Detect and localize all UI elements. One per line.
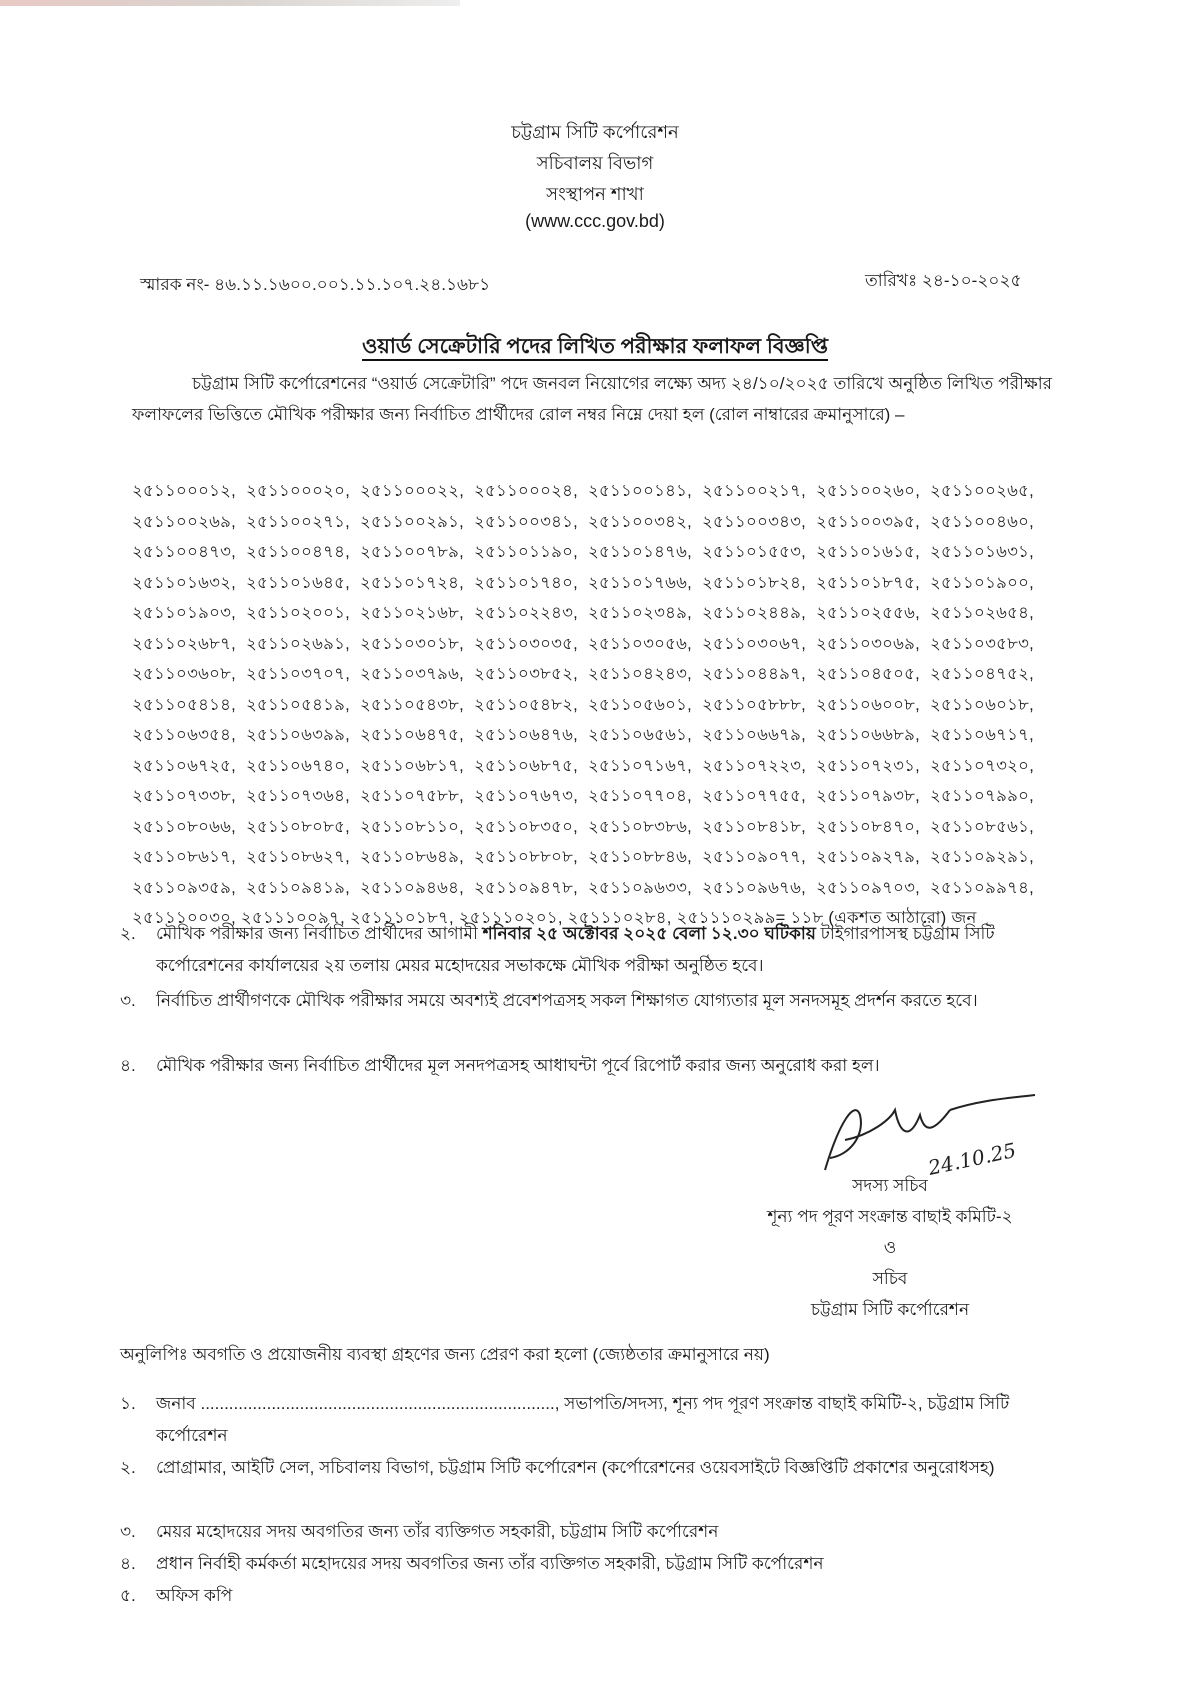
- roll-number: ২৫১১০৯০৭৭,: [702, 848, 807, 866]
- roll-number: ২৫১১০৯৩৫৯,: [132, 878, 237, 897]
- roll-number: ২৫১১০৪৭৫২,: [930, 665, 1035, 683]
- roll-number: ২৫১১০৩৫৮৩,: [930, 634, 1035, 653]
- copy-heading: অনুলিপিঃ অবগতি ও প্রয়োজনীয় ব্যবস্থা গ্রহণের জন্য প্রেরণ করা হলো (জ্যেষ্ঠতার ক্রমানুসারে নয়): [120, 1345, 770, 1364]
- signatory-org: চট্টগ্রাম সিটি কর্পোরেশন: [810, 1300, 970, 1319]
- roll-number: ২৫১১০০০১২,: [132, 482, 237, 500]
- intro-paragraph: চট্টগ্রাম সিটি কর্পোরেশনের “ওয়ার্ড সেক্রেটারি” পদে জনবল নিয়োগের লক্ষ্যে অদ্য ২৪/১০/২০২৫ তারিখে অনুষ্ঠিত লিখিত পরীক্ষার ফলাফলের ভিত্তিতে মৌখিক পরীক্ষার জন্য নির্বাচিত প্রার্থীদের রোল নম্বর নিম্নে দেয়া হল (রোল নাম্বারের ক্রমানুসারে) –: [132, 374, 1052, 424]
- roll-number: ২৫১১০৭৩২০,: [930, 756, 1035, 775]
- item-4: [120, 1050, 1070, 1082]
- roll-row: [132, 570, 1062, 601]
- scan-edge: [0, 0, 460, 6]
- roll-number: ২৫১১০৯৪৬৪,: [360, 878, 465, 897]
- roll-number: ২৫১১০২৬৫৪,: [930, 604, 1035, 622]
- roll-number: ২৫১১০৭৭০৪,: [588, 787, 693, 805]
- roll-number: ২৫১১০৩৭০৭,: [246, 665, 351, 683]
- roll-number: ২৫১১০৩৮৫২,: [474, 665, 579, 683]
- roll-number: ২৫১১০১৬৩২,: [132, 573, 237, 592]
- roll-number: ২৫১১০৩০১৮,: [360, 634, 465, 653]
- roll-number: ২৫১১০৮৮০৮,: [474, 848, 579, 866]
- roll-number: ২৫১১০৫৮৮৮,: [702, 695, 806, 714]
- item-text: জনাব ..........................................................................., সভাপতি/সদস্য, শূন্য পদ পূরণ সংক্রান্ত বাছাই কমিটি-২, চট্টগ্রাম সিটি কর্পোরেশন: [156, 1394, 1010, 1445]
- item-text: মৌখিক পরীক্ষার জন্য নির্বাচিত প্রার্থীদের মূল সনদপত্রসহ আধাঘন্টা পূর্বে রিপোর্ট করার জন্য অনুরোধ করা হল।: [156, 1056, 880, 1075]
- roll-number: ২৫১১০৫৪১৪,: [132, 695, 236, 714]
- roll-row: [132, 844, 1062, 875]
- roll-row-last: ২৫১১১০০৩০, ২৫১১১০০৯৭, ২৫১১১০১৮৭, ২৫১১১০২০১, ২৫১১১০২৮৪, ২৫১১১০২৯৯= ১১৮ (একশত আঠারো) জন: [132, 909, 977, 927]
- roll-number: ২৫১১০৬৭৪০,: [246, 756, 351, 775]
- roll-number: ২৫১১০৬৮৭৫,: [474, 756, 579, 775]
- roll-number: ২৫১১০১১৯০,: [474, 543, 579, 561]
- memo-date: তারিখঃ ২৪-১০-২০২৫: [865, 271, 1022, 290]
- roll-number: ২৫১১০১৬১৫,: [816, 543, 921, 561]
- item-text: প্রোগ্রামার, আইটি সেল, সচিবালয় বিভাগ, চট্টগ্রাম সিটি কর্পোরেশন (কর্পোরেশনের ওয়েবসাইটে বিজ্ঞপ্তিটি প্রকাশের অনুরোধসহ): [156, 1458, 995, 1477]
- roll-row: [132, 753, 1062, 784]
- item-text: [156, 918, 1070, 982]
- roll-number: ২৫১১০৩০৬৭,: [702, 634, 807, 653]
- roll-number: ২৫১১০১৯০০,: [930, 573, 1035, 592]
- header-branch: সংস্থাপন শাখা: [546, 184, 644, 204]
- item-number: ৩.: [120, 1522, 136, 1541]
- roll-number: ২৫১১০০২৯১,: [360, 512, 465, 531]
- roll-number: ২৫১১০৭৬৭৩,: [474, 787, 579, 805]
- item-text-pre: মৌখিক পরীক্ষার জন্য নির্বাচিত প্রার্থীদের আগামী: [156, 924, 483, 943]
- roll-number: ২৫১১০১৪৭৬,: [588, 543, 693, 561]
- roll-row: [132, 783, 1062, 814]
- roll-number: ২৫১১০১৬৩১,: [930, 543, 1035, 561]
- roll-number: ২৫১১০২২৪৩,: [474, 604, 579, 622]
- item-text: অফিস কপি: [156, 1586, 233, 1605]
- item-2: [120, 918, 1070, 982]
- roll-number: ২৫১১০২০০১,: [246, 604, 351, 622]
- signature-date: 24.10.25: [926, 1137, 1019, 1180]
- roll-number: ২৫১১০৬৫৬১,: [588, 726, 693, 744]
- item-text-bold: শনিবার ২৫ অক্টোবর ২০২৫ বেলা ১২.৩০ ঘটিকায়: [482, 924, 816, 943]
- roll-number: ২৫১১০১৭২৪,: [360, 573, 465, 592]
- roll-number: ২৫১১০৯৯৭৪,: [930, 878, 1035, 897]
- roll-number: ২৫১১০৮৩৫০,: [474, 817, 579, 836]
- signatory-secretary: সচিব: [872, 1269, 908, 1288]
- roll-number: ২৫১১০২৫৫৬,: [816, 604, 921, 622]
- roll-number: ২৫১১০৯৬৩৩,: [588, 878, 693, 897]
- roll-number: ২৫১১০৫৬০১,: [588, 695, 693, 714]
- signatory-committee: শূন্য পদ পূরণ সংক্রান্ত বাছাই কমিটি-২: [767, 1207, 1013, 1226]
- item-3: [120, 985, 1070, 1017]
- roll-row: [132, 600, 1062, 631]
- roll-number: ২৫১১০০৩৪৩,: [702, 512, 807, 531]
- roll-number: ২৫১১০২৬৯১,: [246, 634, 351, 653]
- roll-number: ২৫১১০১৫৫৩,: [702, 543, 807, 561]
- roll-number: ২৫১১০৬৩৯৯,: [246, 726, 351, 744]
- roll-number: ২৫১১০০২৭১,: [246, 512, 351, 531]
- roll-number: ২৫১১০১৭৬৬,: [588, 573, 693, 592]
- roll-number: ২৫১১০০০২০,: [246, 482, 351, 500]
- roll-number: ২৫১১০৯৬৭৬,: [702, 878, 807, 897]
- roll-number: ২৫১১০৭১৬৭,: [588, 756, 693, 775]
- roll-number: ২৫১১০০৪৭৩,: [132, 543, 237, 561]
- roll-number: ২৫১১০০৩৪১,: [474, 512, 579, 531]
- roll-number: ২৫১১০২৩৪৯,: [588, 604, 693, 622]
- roll-number: ২৫১১০৯৭০৩,: [816, 878, 921, 897]
- roll-number: ২৫১১০০০২২,: [360, 482, 465, 500]
- signatory-role: সদস্য সচিব: [852, 1176, 928, 1195]
- roll-number: ২৫১১০৮০৬৬,: [132, 817, 237, 836]
- item-text-post: টাইগারপাসস্থ চট্টগ্রাম সিটি কর্পোরেশনের কার্যালয়ের ২য় তলায় মেয়র মহোদয়ের সভাকক্ষে মৌখিক পরীক্ষা অনুষ্ঠিত হবে।: [156, 924, 995, 975]
- roll-number: ২৫১১০০২১৭,: [702, 482, 807, 500]
- roll-number: ২৫১১০৮৪৭০,: [816, 817, 921, 836]
- roll-number: ২৫১১০২৬৮৭,: [132, 634, 237, 653]
- roll-number: ২৫১১০৩০৩৫,: [474, 634, 579, 653]
- roll-number: ২৫১১০৮১১০,: [360, 817, 465, 836]
- memo-ref: স্মারক নং- ৪৬.১১.১৬০০.০০১.১১.১০৭.২৪.১৬৮১: [140, 275, 491, 294]
- roll-number: ২৫১১০৮৩৮৬,: [588, 817, 693, 836]
- roll-number: ২৫১১০৮৫৬১,: [930, 817, 1035, 836]
- roll-number: ২৫১১০৮৬২৭,: [246, 848, 351, 866]
- item-number: ৪.: [120, 1554, 136, 1573]
- roll-number: ২৫১১০৩০৬৯,: [816, 634, 921, 653]
- item-text: নির্বাচিত প্রার্থীগণকে মৌখিক পরীক্ষার সময়ে অবশ্যই প্রবেশপত্রসহ সকল শিক্ষাগত যোগ্যতার মূল সনদসমূহ প্রদর্শন করতে হবে।: [156, 991, 978, 1010]
- roll-number: ২৫১১০৭৩৩৮,: [132, 787, 237, 805]
- roll-number: ২৫১১০৭২২৩,: [702, 756, 807, 775]
- roll-number: ২৫১১০১৬৪৫,: [246, 573, 351, 592]
- item-number: ৪.: [120, 1056, 136, 1075]
- roll-number: ২৫১১০৭৭৫৫,: [702, 787, 807, 805]
- item-number: ৩.: [120, 991, 136, 1010]
- copy-item-4: [120, 1548, 1070, 1580]
- roll-number: ২৫১১০০৭৮৯,: [360, 543, 465, 561]
- roll-number: ২৫১১০৯৪১৯,: [246, 878, 350, 897]
- roll-row: [132, 722, 1062, 753]
- roll-number: ২৫১১০৫৪৩৮,: [360, 695, 465, 714]
- roll-number: ২৫১১০৮০৮৫,: [246, 817, 351, 836]
- roll-number: ২৫১১০০৪৭৪,: [246, 543, 351, 561]
- roll-number: ২৫১১০৮৬১৭,: [132, 848, 237, 866]
- roll-number: ২৫১১০২৪৪৯,: [702, 604, 807, 622]
- roll-number: ২৫১১০৪২৪৩,: [588, 665, 693, 683]
- roll-row: [132, 875, 1062, 906]
- roll-number: ২৫১১০৬৪৭৬,: [474, 726, 579, 744]
- roll-number: ২৫১১০৯২৯১,: [930, 848, 1035, 866]
- roll-number: ২৫১১০১৮২৪,: [702, 573, 807, 592]
- item-text: প্রধান নির্বাহী কর্মকর্তা মহোদয়ের সদয় অবগতির জন্য তাঁর ব্যক্তিগত সহকারী, চট্টগ্রাম সিটি কর্পোরেশন: [156, 1554, 824, 1573]
- roll-number: ২৫১১০০১৪১,: [588, 482, 693, 500]
- roll-number: ২৫১১০৮৬৪৯,: [360, 848, 465, 866]
- roll-number: ২৫১১০৮৮৪৬,: [588, 848, 693, 866]
- roll-number: ২৫১১০৭৯৯০,: [930, 787, 1035, 805]
- roll-list: [132, 478, 1062, 936]
- roll-number: ২৫১১০৩০৫৬,: [588, 634, 693, 653]
- roll-number: ২৫১১০১৯০৩,: [132, 604, 237, 622]
- roll-number: ২৫১১০৪৫০৫,: [816, 665, 921, 683]
- copy-item-1: [120, 1388, 1070, 1452]
- roll-row: [132, 692, 1062, 723]
- roll-number: ২৫১১০০২৬৫,: [930, 482, 1035, 500]
- item-number: ২.: [120, 1458, 136, 1477]
- roll-number: ২৫১১০৬৬৮৯,: [816, 726, 921, 744]
- roll-number: ২৫১১০০২৬০,: [816, 482, 921, 500]
- roll-number: ২৫১১০৩৬০৮,: [132, 665, 237, 683]
- roll-number: ২৫১১০৬৮১৭,: [360, 756, 465, 775]
- roll-number: ২৫১১০৯৪৭৮,: [474, 878, 579, 897]
- signatory-and: ও: [883, 1238, 897, 1257]
- roll-number: ২৫১১০০৩৪২,: [588, 512, 693, 531]
- roll-number: ২৫১১০৪৪৯৭,: [702, 665, 807, 683]
- roll-row: [132, 478, 1062, 509]
- item-number: ৫.: [120, 1586, 136, 1605]
- item-number: ১.: [120, 1394, 136, 1413]
- item-number: ২.: [120, 924, 136, 943]
- roll-number: ২৫১১০৫৪৮২,: [474, 695, 579, 714]
- roll-number: ২৫১১০১৮৭৫,: [816, 573, 921, 592]
- roll-number: ২৫১১০০২৬৯,: [132, 512, 237, 531]
- roll-row: [132, 539, 1062, 570]
- roll-number: ২৫১১০৩৭৯৬,: [360, 665, 465, 683]
- header-website: (www.ccc.gov.bd): [525, 211, 665, 231]
- roll-number: ২৫১১০৬৭১৭,: [930, 726, 1035, 744]
- roll-number: ২৫১১০০৪৬০,: [930, 512, 1035, 531]
- roll-number: ২৫১১০৬৩৫৪,: [132, 726, 237, 744]
- roll-number: ২৫১১০৭২৩১,: [816, 756, 921, 775]
- roll-number: ২৫১১০৬০০৮,: [816, 695, 921, 714]
- roll-number: ২৫১১০৮৪১৮,: [702, 817, 806, 836]
- copy-item-2: [120, 1452, 1070, 1484]
- roll-number: ২৫১১০৭৯৩৮,: [816, 787, 921, 805]
- roll-number: ২৫১১০৭৩৬৪,: [246, 787, 351, 805]
- copy-item-5: [120, 1580, 1070, 1612]
- roll-row: [132, 814, 1062, 845]
- roll-number: ২৫১১০০০২৪,: [474, 482, 579, 500]
- signature-block: [700, 1170, 1080, 1325]
- roll-number: ২৫১১০৬৬৭৯,: [702, 726, 807, 744]
- roll-number: ২৫১১০৭৫৮৮,: [360, 787, 465, 805]
- roll-number: ২৫১১০১৭৪০,: [474, 573, 579, 592]
- item-text: মেয়র মহোদয়ের সদয় অবগতির জন্য তাঁর ব্যক্তিগত সহকারী, চট্টগ্রাম সিটি কর্পোরেশন: [156, 1522, 719, 1541]
- roll-number: ২৫১১০০৩৯৫,: [816, 512, 921, 531]
- roll-number: ২৫১১০৯২৭৯,: [816, 848, 921, 866]
- page-title: [0, 330, 1190, 365]
- roll-number: ২৫১১০৬০১৮,: [930, 695, 1035, 714]
- roll-row: [132, 509, 1062, 540]
- roll-number: ২৫১১০৫৪১৯,: [246, 695, 350, 714]
- roll-number: ২৫১১০৬৭২৫,: [132, 756, 237, 775]
- header-org: চট্টগ্রাম সিটি কর্পোরেশন: [511, 122, 679, 142]
- roll-row: [132, 661, 1062, 692]
- roll-number: ২৫১১০৬৪৭৫,: [360, 726, 465, 744]
- copy-item-3: [120, 1516, 1070, 1548]
- header-department: সচিবালয় বিভাগ: [536, 153, 654, 173]
- title-text: ওয়ার্ড সেক্রেটারি পদের লিখিত পরীক্ষার ফলাফল বিজ্ঞপ্তি: [362, 335, 828, 361]
- roll-number: ২৫১১০২১৬৮,: [360, 604, 465, 622]
- roll-row: [132, 631, 1062, 662]
